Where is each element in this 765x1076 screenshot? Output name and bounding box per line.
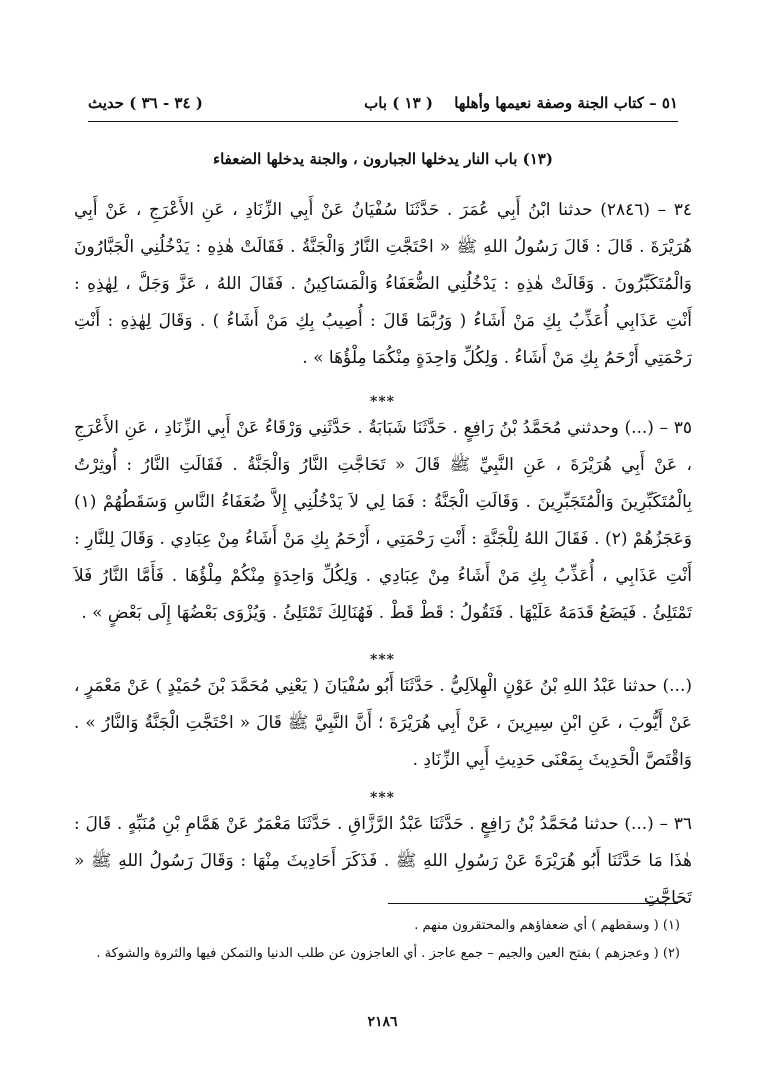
footnote-1: (١) ( وسقطهم ) أي ضعفاؤهم والمحتقرون منهم . <box>414 918 680 933</box>
separator-1: *** <box>370 394 395 410</box>
footnote-rule <box>388 903 678 904</box>
running-header <box>88 92 678 118</box>
hadith-36 <box>74 806 692 917</box>
hadith-36-text: ٣٦ – (...) حدثنا مُحَمَّدُ بْنُ رَافِعٍ . حَدَّثَنَا عَبْدُ الرَّزَّاقِ . حَدَّثَنَا مَعْمَرٌ عَنْ هَمَّامِ بْنِ مُنَبِّهٍ . قَالَ : هٰذَا مَا حَدَّثَنَا أَبُو هُرَيْرَةَ عَنْ رَسُولِ اللهِ ﷺ . فَذَكَرَ أَحَادِيثَ مِنْهَا : وَقَالَ رَسُولُ اللهِ ﷺ « تَحَاجَّتِ <box>74 814 692 908</box>
footnote-2: (٢) ( وعجزهم ) بفتح العين والجيم – جمع عاجز . أي العاجزون عن طلب الدنيا والتمكن فيها والثروة والشوكة . <box>96 946 680 961</box>
chapter-title: (١٣) باب النار يدخلها الجبارون ، والجنة يدخلها الضعفاء <box>213 150 553 168</box>
hadith-34 <box>74 192 692 377</box>
header-hadith-range: ( ٣٤ - ٣٦ ) حديث <box>88 94 203 112</box>
separator-3: *** <box>370 790 395 806</box>
hadith-34-text: ٣٤ – (٢٨٤٦) حدثنا ابْنُ أَبِي عُمَرَ . حَدَّثَنَا سُفْيَانُ عَنْ أَبِي الزِّنَادِ ، عَنِ الأَعْرَجِ ، عَنْ أَبِي هُرَيْرَةَ . قَالَ : قَالَ رَسُولُ اللهِ ﷺ « احْتَجَّتِ النَّارُ وَالْجَنَّةُ . فَقَالَتْ هٰذِهِ : يَدْخُلُنِي الْجَبَّارُونَ وَالْمُتَكَبِّرُونَ . وَقَالَتْ هٰذِهِ : يَدْخُلُنِي الضُّعَفَاءُ وَالْمَسَاكِينُ . فَقَالَ اللهُ ، عَزَّ وَجَلَّ ، لِهٰذِهِ : أَنْتِ عَذَابِي أُعَذِّبُ بِكِ مَنْ أَشَاءُ ( وَرُبَّمَا قَالَ : أُصِيبُ بِكِ مَنْ أَشَاءُ ) . وَقَالَ لِهٰذِهِ : أَنْتِ رَحْمَتِي أَرْحَمُ بِكِ مَنْ أَشَاءُ . وَلِكُلِّ وَاحِدَةٍ مِنْكُمَا مِلْؤُهَا » . <box>74 200 692 368</box>
page-number: ٢١٨٦ <box>367 1014 398 1030</box>
header-book-title: ٥١ – كتاب الجنة وصفة نعيمها وأهلها <box>454 94 678 112</box>
header-rule <box>88 121 678 122</box>
separator-2: *** <box>370 652 395 668</box>
hadith-35-variant <box>74 668 692 779</box>
footnotes <box>96 912 680 968</box>
hadith-35 <box>74 410 692 632</box>
hadith-35-variant-text: (...) حدثنا عَبْدُ اللهِ بْنُ عَوْنٍ الْهِلاَلِيُّ . حَدَّثَنَا أَبُو سُفْيَانَ ( يَعْنِي مُحَمَّدَ بْنَ حُمَيْدٍ ) عَنْ مَعْمَرٍ ، عَنْ أَيُّوبَ ، عَنِ ابْنِ سِيرِينَ ، عَنْ أَبِي هُرَيْرَةَ ؛ أَنَّ النَّبِيَّ ﷺ قَالَ « احْتَجَّتِ الْجَنَّةُ وَالنَّارُ » . وَاقْتَصَّ الْحَدِيثَ بِمَعْنَى حَدِيثِ أَبِي الزِّنَادِ . <box>74 676 692 770</box>
header-chapter-ref: ( ١٣ ) باب <box>364 94 433 112</box>
hadith-35-text: ٣٥ – (...) وحدثني مُحَمَّدُ بْنُ رَافِعٍ . حَدَّثَنَا شَبَابَةُ . حَدَّثَنِي وَرْقَاءُ عَنْ أَبِي الزِّنَادِ ، عَنِ الأَعْرَجِ ، عَنْ أَبِي هُرَيْرَةَ ، عَنِ النَّبِيِّ ﷺ قَالَ « تَحَاجَّتِ النَّارُ وَالْجَنَّةُ . فَقَالَتِ النَّارُ : أُوثِرْتُ بِالْمُتَكَبِّرِينَ وَالْمُتَجَبِّرِينَ . وَقَالَتِ الْجَنَّةُ : فَمَا لِي لاَ يَدْخُلُنِي إِلاَّ ضُعَفَاءُ النَّاسِ وَسَقَطُهُمْ (١) وَعَجَزُهُمْ (٢) . فَقَالَ اللهُ لِلْجَنَّةِ : أَنْتِ رَحْمَتِي ، أَرْحَمُ بِكِ مَنْ أَشَاءُ مِنْ عِبَادِي . وَقَالَ لِلنَّارِ : أَنْتِ عَذَابِي ، أُعَذِّبُ بِكِ مَنْ أَشَاءُ مِنْ عِبَادِي . وَلِكُلِّ وَاحِدَةٍ مِنْكُمْ مِلْؤُهَا . فَأَمَّا النَّارُ فَلاَ تَمْتَلِئُ . فَيَضَعُ قَدَمَهُ عَلَيْهَا . فَتَقُولُ : قَطْ قَطْ . فَهُنَالِكَ تَمْتَلِئُ . وَيُزْوَى بَعْضُهَا إِلَى بَعْضٍ » . <box>74 418 692 623</box>
